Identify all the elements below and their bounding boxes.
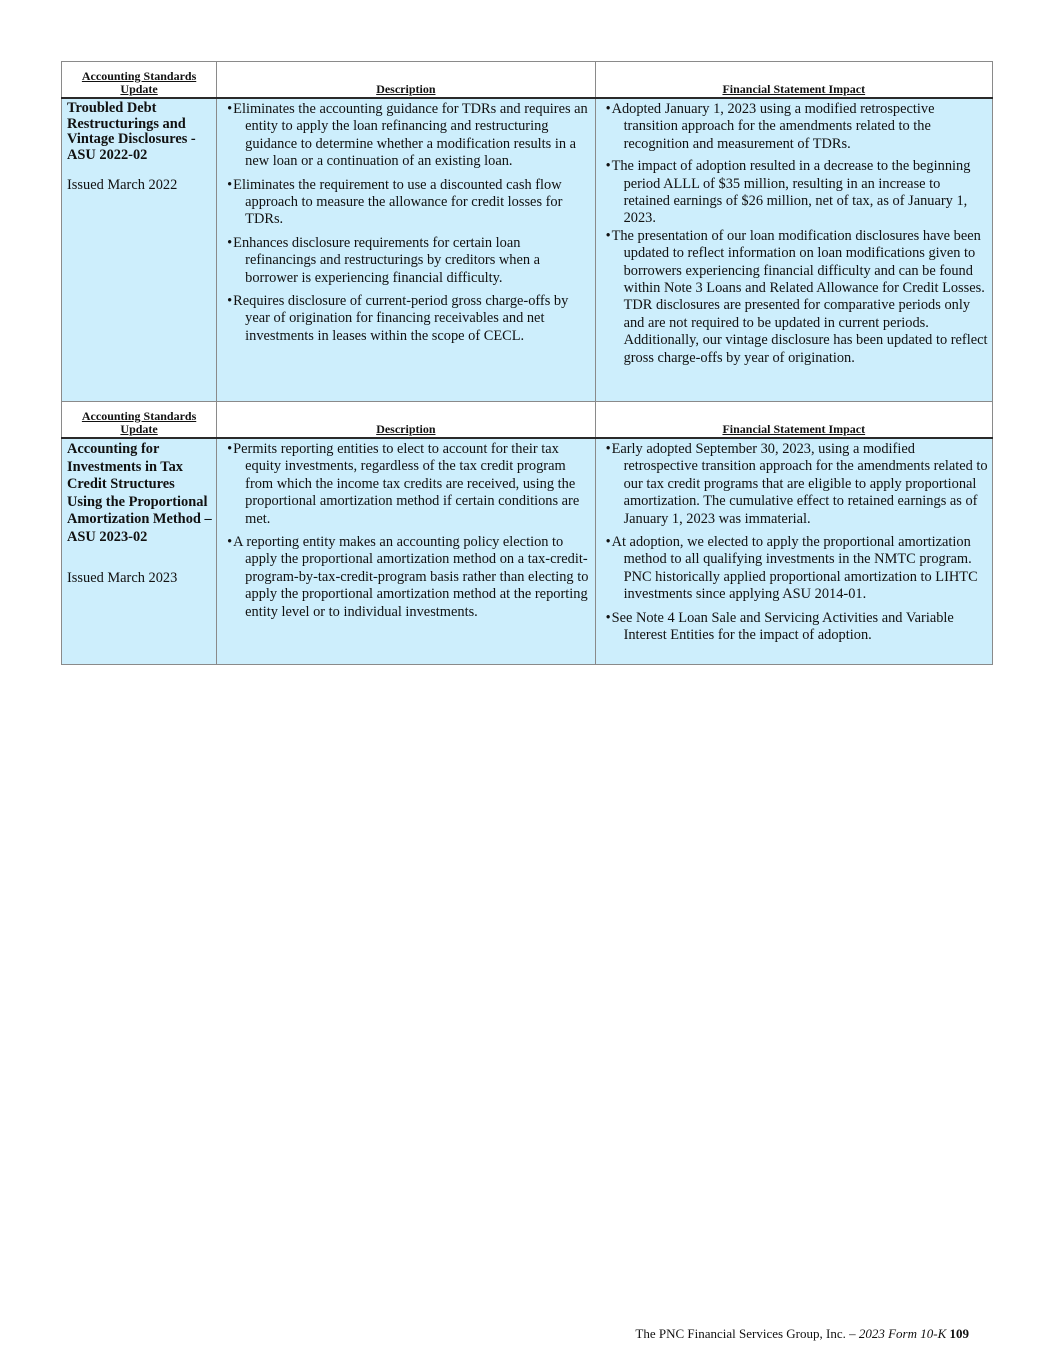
asu-cell: [62, 98, 217, 404]
impact-item: • Early adopted September 30, 2023, using a modified retrospective transition approach for the amendments related to our tax credit programs that are eligible to apply proportional amortization. The cumulative effect to retained earnings as of January 1, 2023 was immaterial.: [600, 441, 989, 528]
table-row: [62, 98, 993, 404]
asu-issued-date: Issued March 2023: [67, 569, 178, 586]
impact-list: [596, 99, 992, 373]
table-header-row: [62, 402, 993, 439]
header-asu: Accounting Standards Update: [62, 402, 217, 439]
description-item: • Eliminates the accounting guidance for TDRs and requires an entity to apply the loan refinancing and restructuring guidance to determine whether a modification results in a new loan or a continuation of an existing loan.: [221, 101, 591, 171]
asu-table-2023-02: [61, 401, 993, 665]
asu-title: Troubled Debt Restructurings and Vintage Disclosures - ASU 2022-02: [67, 100, 196, 163]
header-impact: Financial Statement Impact: [595, 62, 992, 99]
page-number: 109: [949, 1326, 969, 1341]
description-item: • Enhances disclosure requirements for certain loan refinancings and restructurings by creditors when a borrower is experiencing financial difficulty.: [221, 235, 591, 287]
impact-item: • At adoption, we elected to apply the proportional amortization method to all qualifying investments in the NMTC program. PNC historically applied proportional amortization to LIHTC investments since applying ASU 2014-01.: [600, 534, 989, 604]
impact-cell: [595, 438, 992, 664]
asu-title: Accounting for Investments in Tax Credit Structures Using the Proportional Amortization Method – ASU 2023-02: [67, 441, 212, 545]
impact-list: [596, 439, 992, 656]
description-item: • Requires disclosure of current-period gross charge-offs by year of origination for financing receivables and net investments in leases within the scope of CECL.: [221, 293, 591, 345]
header-impact: Financial Statement Impact: [595, 402, 992, 439]
description-item: • Eliminates the requirement to use a discounted cash flow approach to measure the allowance for credit losses for TDRs.: [221, 177, 591, 229]
footer-company: The PNC Financial Services Group, Inc. –: [635, 1326, 856, 1341]
description-item: • A reporting entity makes an accounting policy election to apply the proportional amortization method on a tax-credit-program-by-tax-credit-program basis rather than electing to apply the proportional amortization method at the reporting entity level or to individual investments.: [221, 534, 591, 621]
impact-item: • The impact of adoption resulted in a decrease to the beginning period ALLL of $35 million, resulting in an increase to retained earnings of $26 million, net of tax, as of January 1, 2023.: [600, 158, 989, 228]
table-header-row: [62, 62, 993, 99]
impact-item: • See Note 4 Loan Sale and Servicing Activities and Variable Interest Entities for the impact of adoption.: [600, 610, 989, 645]
asu-issued-date: Issued March 2022: [67, 177, 178, 194]
impact-cell: [595, 98, 992, 404]
impact-item: • The presentation of our loan modification disclosures have been updated to reflect information on loan modifications given to borrowers experiencing financial difficulty and can be found within Note 3 Loans and Related Allowance for Credit Losses. TDR disclosures are presented for comparative periods only and are not required to be updated in current periods. Additionally, our vintage disclosure has been updated to reflect gross charge-offs by year of origination.: [600, 228, 989, 367]
description-cell: [217, 438, 595, 664]
header-asu: Accounting Standards Update: [62, 62, 217, 99]
description-list: [217, 99, 594, 357]
asu-cell: [62, 438, 217, 664]
description-list: [217, 439, 594, 633]
description-cell: [217, 98, 595, 404]
header-description: Description: [217, 402, 595, 439]
footer-form: 2023 Form 10-K: [858, 1326, 947, 1341]
table-row: [62, 438, 993, 664]
asu-table-2022-02: [61, 61, 993, 405]
description-item: • Permits reporting entities to elect to account for their tax equity investments, regardless of the tax credit program from which the income tax credits are received, using the proportional amortization method if certain conditions are met.: [221, 441, 591, 528]
header-description: Description: [217, 62, 595, 99]
impact-item: • Adopted January 1, 2023 using a modified retrospective transition approach for the amendments related to the recognition and measurement of TDRs.: [600, 101, 989, 153]
page-footer: [635, 1326, 969, 1342]
